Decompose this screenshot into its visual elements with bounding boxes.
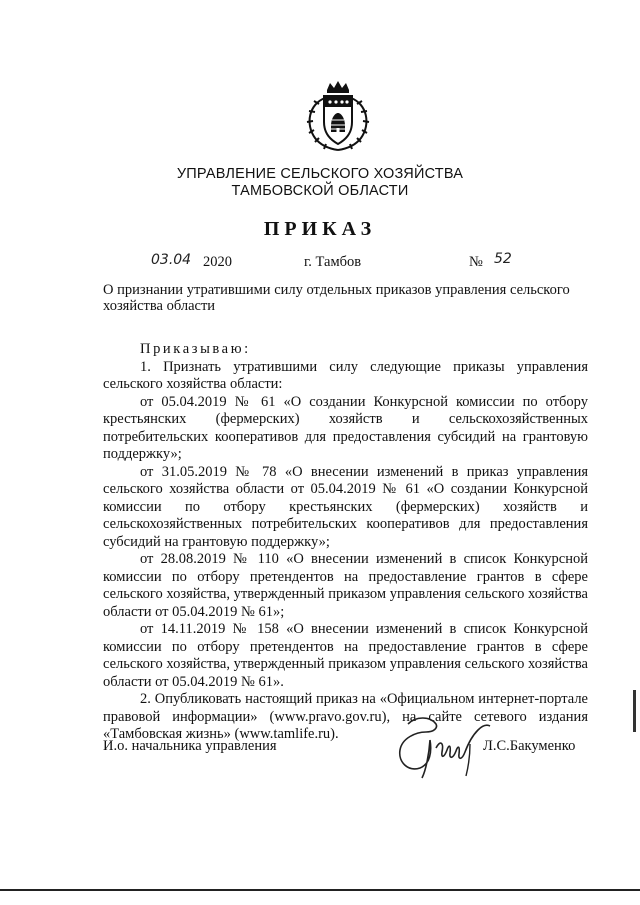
paragraph-6: 2. Опубликовать настоящий приказ на «Официальном интернет-портале правовой информации» (www.pravo.gov.ru), на сайте сетевого издания «Тамбовская жизнь» (www.tamlife.ru).	[103, 691, 588, 742]
document-title: ПРИКАЗ	[263, 218, 377, 240]
paragraph-1: 1. Признать утратившими силу следующие приказы управления сельского хозяйства области:	[103, 358, 588, 392]
paragraph-3: от 31.05.2019 № 78 «О внесении изменений в приказ управления сельского хозяйства области от 05.04.2019 № 61 «О создании Конкурсной комиссии по отбору крестьянских (фермерских) хозяйств и сельскохозяйственных потребительских кооперативов для предоставления субсидий на грантовую поддержку»;	[103, 463, 588, 550]
document-subject: О признании утратившими силу отдельных приказов управления сельского хозяйства области	[103, 282, 570, 314]
number-sign: №	[469, 254, 483, 270]
paragraph-5: от 14.11.2019 № 158 «О внесении изменений в список Конкурсной комиссии по отбору претендентов на предоставление грантов в сфере сельского хозяйства, утвержденный приказом управления сельского хозяйства области от 05.04.2019 № 61».	[103, 621, 588, 690]
handwritten-number: 52	[494, 251, 512, 267]
coat-of-arms-emblem	[297, 80, 379, 152]
scan-bottom-line	[0, 889, 640, 891]
document-year: 2020	[203, 254, 232, 270]
organization-name-line2: ТАМБОВСКОЙ ОБЛАСТИ	[231, 183, 409, 199]
organization-name-line1: УПРАВЛЕНИЕ СЕЛЬСКОГО ХОЗЯЙСТВА	[176, 166, 464, 182]
signatory-name: Л.С.Бакуменко	[483, 738, 576, 754]
document-body	[103, 341, 588, 744]
order-word: Приказываю:	[140, 341, 251, 357]
handwritten-signature	[386, 714, 498, 780]
signatory-position: И.о. начальника управления	[103, 738, 277, 754]
handwritten-date: 03.04	[151, 252, 192, 268]
paragraph-4: от 28.08.2019 № 110 «О внесении изменений в список Конкурсной комиссии по отбору претендентов на предоставление грантов в сфере сельского хозяйства, утвержденный приказом управления сельского хозяйства области от 05.04.2019 № 61»;	[103, 551, 588, 620]
scan-edge-mark	[633, 690, 636, 732]
paragraph-2: от 05.04.2019 № 61 «О создании Конкурсной комиссии по отбору крестьянских (фермерских) хозяйств и сельскохозяйственных потребительских кооперативов для предоставления субсидий на грантовую поддержку»;	[103, 393, 588, 462]
document-city: г. Тамбов	[304, 254, 362, 270]
